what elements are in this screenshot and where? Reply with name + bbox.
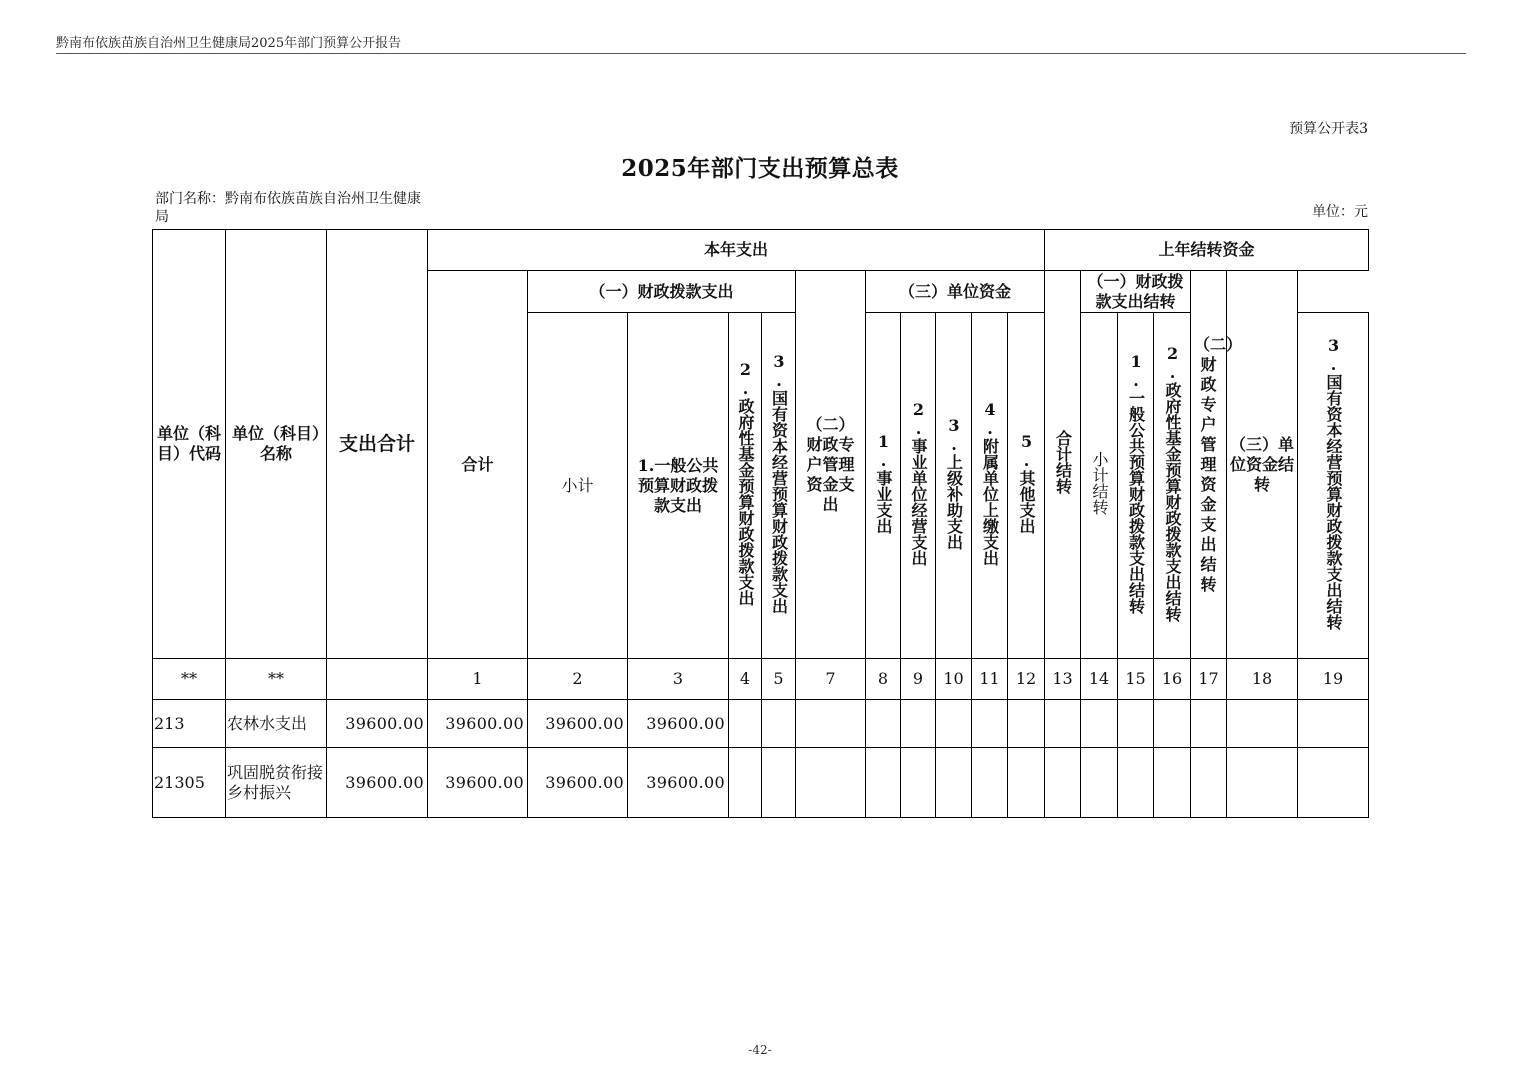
header-ly-subtotal-text: 小计结转 xyxy=(1090,451,1110,515)
row-ty-total: 39600.00 xyxy=(428,748,528,818)
budget-table xyxy=(152,229,1369,818)
header-ly-unit: （三）单位资金结转 xyxy=(1227,271,1298,659)
header-ly-special: （二）财政专户管理资金支出结转 xyxy=(1191,271,1227,659)
empty-cell xyxy=(1191,748,1227,818)
index-cell xyxy=(327,659,428,700)
index-cell: 1 xyxy=(428,659,528,700)
header-other-text: 5.其他支出 xyxy=(1017,432,1037,534)
empty-cell xyxy=(1008,748,1045,818)
header-unit-name: 单位（科目）名称 xyxy=(226,230,327,659)
empty-cell xyxy=(1227,748,1298,818)
header-ty-total: 合计 xyxy=(428,271,528,659)
header-ly-fiscal: （一）财政拨款支出结转 xyxy=(1081,271,1191,313)
header-affiliated-text: 4.附属单位上缴支出 xyxy=(980,400,1000,566)
running-header: 黔南布依族苗族自治州卫生健康局2025年部门预算公开报告 xyxy=(56,36,402,51)
empty-cell xyxy=(1154,700,1191,748)
header-gov-fund-text: 2.政府性基金预算财政拨款支出 xyxy=(736,360,755,606)
header-gov-fund xyxy=(729,313,762,659)
header-business xyxy=(866,313,901,659)
empty-cell xyxy=(1227,700,1298,748)
empty-cell xyxy=(1298,748,1369,818)
row-code: 21305 xyxy=(153,748,226,818)
empty-cell xyxy=(1118,700,1154,748)
header-ly-general-text: 1.一般公共预算财政拨款支出结转 xyxy=(1126,352,1146,614)
row-general: 39600.00 xyxy=(628,700,729,748)
row-general: 39600.00 xyxy=(628,748,729,818)
header-superior xyxy=(936,313,972,659)
row-ty-total: 39600.00 xyxy=(428,700,528,748)
header-ly-total-text: 合计结转 xyxy=(1053,430,1073,494)
page-title: 2025年部门支出预算总表 xyxy=(621,155,899,182)
header-business-text: 1.事业支出 xyxy=(874,432,893,534)
header-ly-gov-fund xyxy=(1154,313,1191,659)
header-ly-state-capital-text: 3.国有资本经营预算财政拨款支出结转 xyxy=(1324,336,1344,630)
index-cell: 9 xyxy=(901,659,936,700)
header-other xyxy=(1008,313,1045,659)
header-affiliated xyxy=(972,313,1008,659)
empty-cell xyxy=(1008,700,1045,748)
empty-cell xyxy=(796,700,866,748)
header-last-year: 上年结转资金 xyxy=(1045,230,1369,271)
index-cell: 18 xyxy=(1227,659,1298,700)
index-cell: 14 xyxy=(1081,659,1118,700)
index-cell: 10 xyxy=(936,659,972,700)
index-cell: 12 xyxy=(1008,659,1045,700)
row-code: 213 xyxy=(153,700,226,748)
empty-cell xyxy=(901,700,936,748)
index-cell: ** xyxy=(153,659,226,700)
empty-cell xyxy=(936,748,972,818)
header-fiscal: （一）财政拨款支出 xyxy=(528,271,796,313)
row-total: 39600.00 xyxy=(327,700,428,748)
empty-cell xyxy=(1045,748,1081,818)
header-unit-funds: （三）单位资金 xyxy=(866,271,1045,313)
department-label: 部门名称：黔南布依族苗族自治州卫生健康局 xyxy=(155,191,421,225)
empty-cell xyxy=(729,700,762,748)
index-cell: 7 xyxy=(796,659,866,700)
row-subtotal: 39600.00 xyxy=(528,700,628,748)
table-number: 预算公开表3 xyxy=(1289,121,1368,137)
empty-cell xyxy=(936,700,972,748)
header-state-capital-text: 3.国有资本经营预算财政拨款支出 xyxy=(769,352,789,614)
header-this-year: 本年支出 xyxy=(428,230,1045,271)
header-operation-text: 2.事业单位经营支出 xyxy=(909,400,928,566)
empty-cell xyxy=(866,748,901,818)
index-cell: 8 xyxy=(866,659,901,700)
index-cell: 4 xyxy=(729,659,762,700)
index-cell: 13 xyxy=(1045,659,1081,700)
row-total: 39600.00 xyxy=(327,748,428,818)
empty-cell xyxy=(1191,700,1227,748)
header-ly-general xyxy=(1118,313,1154,659)
header-unit-code: 单位（科目）代码 xyxy=(153,230,226,659)
table-row xyxy=(153,700,1369,748)
empty-cell xyxy=(866,700,901,748)
empty-cell xyxy=(1298,700,1369,748)
empty-cell xyxy=(1081,748,1118,818)
header-rule xyxy=(56,53,1466,54)
index-cell: 16 xyxy=(1154,659,1191,700)
index-cell: 5 xyxy=(762,659,796,700)
empty-cell xyxy=(1154,748,1191,818)
empty-cell xyxy=(1045,700,1081,748)
row-name: 巩固脱贫衔接乡村振兴 xyxy=(226,748,327,818)
index-cell: 17 xyxy=(1191,659,1227,700)
empty-cell xyxy=(762,700,796,748)
header-ly-total xyxy=(1045,271,1081,659)
index-cell: 11 xyxy=(972,659,1008,700)
header-general: 1.一般公共预算财政拨款支出 xyxy=(628,313,729,659)
row-subtotal: 39600.00 xyxy=(528,748,628,818)
index-cell: 3 xyxy=(628,659,729,700)
empty-cell xyxy=(972,748,1008,818)
table-row xyxy=(153,748,1369,818)
index-cell: 15 xyxy=(1118,659,1154,700)
empty-cell xyxy=(972,700,1008,748)
header-ly-subtotal xyxy=(1081,313,1118,659)
index-row xyxy=(153,659,1369,700)
index-cell: 19 xyxy=(1298,659,1369,700)
header-ly-gov-fund-text: 2.政府性基金预算财政拨款支出结转 xyxy=(1163,344,1183,622)
index-cell: 2 xyxy=(528,659,628,700)
empty-cell xyxy=(901,748,936,818)
empty-cell xyxy=(796,748,866,818)
empty-cell xyxy=(1118,748,1154,818)
empty-cell xyxy=(762,748,796,818)
empty-cell xyxy=(729,748,762,818)
header-operation xyxy=(901,313,936,659)
index-cell: ** xyxy=(226,659,327,700)
row-name: 农林水支出 xyxy=(226,700,327,748)
empty-cell xyxy=(1081,700,1118,748)
header-total: 支出合计 xyxy=(327,230,428,659)
page-number: -42- xyxy=(748,1043,772,1057)
header-state-capital xyxy=(762,313,796,659)
header-ly-state-capital xyxy=(1298,313,1369,659)
header-special-mgmt: （二）财政专户管理资金支出 xyxy=(796,271,866,659)
header-subtotal: 小计 xyxy=(528,313,628,659)
header-superior-text: 3.上级补助支出 xyxy=(944,416,964,550)
unit-label: 单位：元 xyxy=(1312,204,1368,220)
